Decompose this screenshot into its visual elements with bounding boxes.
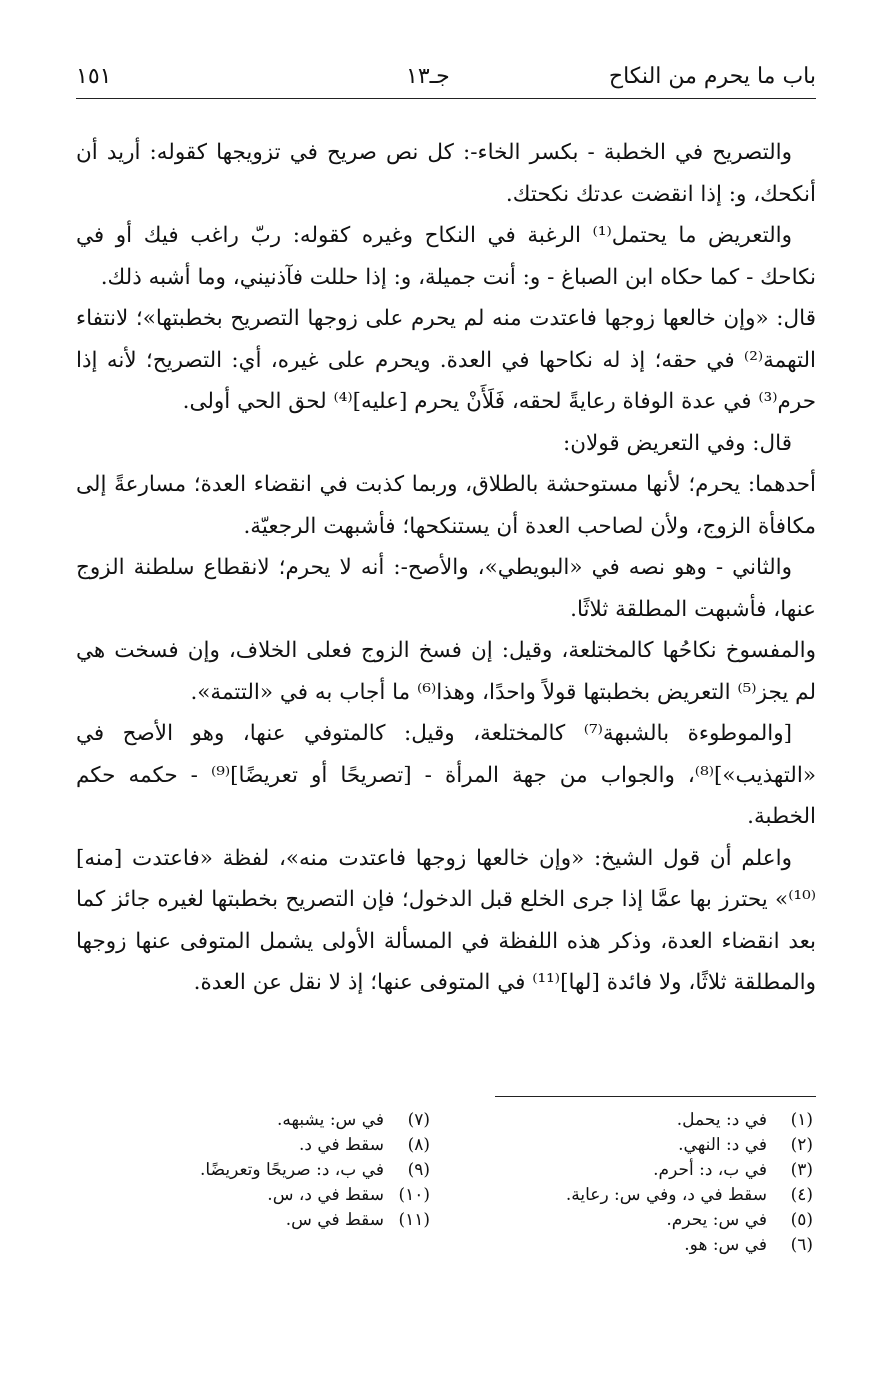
footnote-text: في س: يحرم. (666, 1210, 767, 1230)
footnote-number: (١) (790, 1110, 813, 1130)
footnote-number: (١٠) (398, 1185, 430, 1205)
volume-number: جـ١٣ (406, 64, 450, 89)
footnote-text: سقط في د، وفي س: رعاية. (565, 1185, 767, 1205)
footnote-text: سقط في س. (285, 1210, 384, 1230)
running-title: باب ما يحرم من النكاح (608, 64, 816, 89)
footnote (110, 1208, 430, 1233)
paragraph: والتعريض ما يحتمل⁽¹⁾ الرغبة في النكاح وغيره كقوله: ربّ راغب فيك أو في نكاحك - كما حكاه ابن الصباغ - و: أنت جميلة، و: إذا حللت فآذنيني، وما أشبه ذلك. (76, 223, 816, 290)
page-number: ١٥١ (76, 64, 112, 89)
footnote (110, 1108, 430, 1133)
footnote (110, 1158, 430, 1183)
paragraph: والمفسوخ نكاحُها كالمختلعة، وقيل: إن فسخ الزوج فعلى الخلاف، وإن فسخت هي لم يجز⁽⁵⁾ التعريض بخطبتها قولاً واحدًا، وهذا⁽⁶⁾ ما أجاب به في «التتمة». (76, 638, 816, 705)
footnote-text: في د: النهي. (678, 1135, 767, 1155)
footnote-text: في ب، د: صريحًا وتعريضًا. (200, 1160, 384, 1180)
footnote-number: (٧) (407, 1110, 430, 1130)
paragraph: قال: «وإن خالعها زوجها فاعتدت منه لم يحرم على زوجها التصريح بخطبتها»؛ لانتفاء التهمة⁽²⁾ في حقه؛ إذ له نكاحها في العدة. ويحرم على غيره، أي: التصريح؛ لأنه إذا حرم⁽³⁾ في عدة الوفاة رعايةً لحقه، فَلَأَنْ يحرم [عليه]⁽⁴⁾ لحق الحي أولى. (76, 306, 816, 414)
footnote-rule (495, 1096, 816, 1097)
footnote-text: في د: يحمل. (676, 1110, 767, 1130)
footnote-text: سقط في د. (298, 1135, 384, 1155)
footnote-number: (١١) (398, 1210, 430, 1230)
paragraph: واعلم أن قول الشيخ: «وإن خالعها زوجها فاعتدت منه»، لفظة «فاعتدت [منه]⁽¹⁰⁾» يحترز بها عمَّا إذا جرى الخلع قبل الدخول؛ فإن التصريح بخطبتها لغيره جائز كما بعد انقضاء العدة، وذكر هذه اللفظة في المسألة الأولى يشمل المتوفى عنها زوجها والمطلقة ثلاثًا، ولا فائدة [لها]⁽¹¹⁾ في المتوفى عنها؛ إذ لا نقل عن العدة. (76, 845, 817, 995)
footnote-text: في س: يشبهه. (277, 1110, 384, 1130)
footnote (493, 1133, 813, 1158)
footnote (493, 1208, 813, 1233)
footnote-number: (٨) (407, 1135, 430, 1155)
footnote (110, 1133, 430, 1158)
footnote (493, 1158, 813, 1183)
page-header (76, 62, 816, 94)
footnote-text: في س: هو. (684, 1235, 767, 1255)
paragraph: والتصريح في الخطبة - بكسر الخاء-: كل نص صريح في تزويجها كقوله: أريد أن أنكحك، و: إذا انقضت عدتك نكحتك. (76, 140, 816, 207)
footnotes-column-left (110, 1108, 430, 1233)
footnote-number: (٥) (790, 1210, 813, 1230)
paragraph: [والموطوءة بالشبهة⁽⁷⁾ كالمختلعة، وقيل: كالمتوفي عنها، وهو الأصح في «التهذيب»]⁽⁸⁾، والجواب من جهة المرأة - [تصريحًا أو تعريضًا]⁽⁹⁾ - حكمه حكم الخطبة. (76, 721, 816, 829)
footnote (493, 1183, 813, 1208)
footnote-number: (٣) (790, 1160, 813, 1180)
footnote (493, 1108, 813, 1133)
paragraph: قال: وفي التعريض قولان: (562, 430, 792, 456)
paragraph: أحدهما: يحرم؛ لأنها مستوحشة بالطلاق، وربما كذبت في انقضاء العدة؛ مسارعةً إلى مكافأة الزوج، ولأن لصاحب العدة أن يستنكحها؛ فأشبهت الرجعيّة. (76, 472, 816, 539)
header-rule (76, 98, 816, 99)
main-text (76, 132, 816, 1004)
footnote (110, 1183, 430, 1208)
footnote-text: في ب، د: أحرم. (653, 1160, 767, 1180)
paragraph: والثاني - وهو نصه في «البويطي»، والأصح-: أنه لا يحرم؛ لانقطاع سلطنة الزوج عنها، فأشبهت المطلقة ثلاثًا. (76, 555, 816, 622)
footnote-number: (٢) (790, 1135, 813, 1155)
footnote-number: (٤) (790, 1185, 813, 1205)
footnote-number: (٦) (790, 1235, 813, 1255)
footnotes-column-right (493, 1108, 813, 1258)
footnote-number: (٩) (407, 1160, 430, 1180)
footnote (493, 1233, 813, 1258)
footnote-text: سقط في د، س. (267, 1185, 384, 1205)
